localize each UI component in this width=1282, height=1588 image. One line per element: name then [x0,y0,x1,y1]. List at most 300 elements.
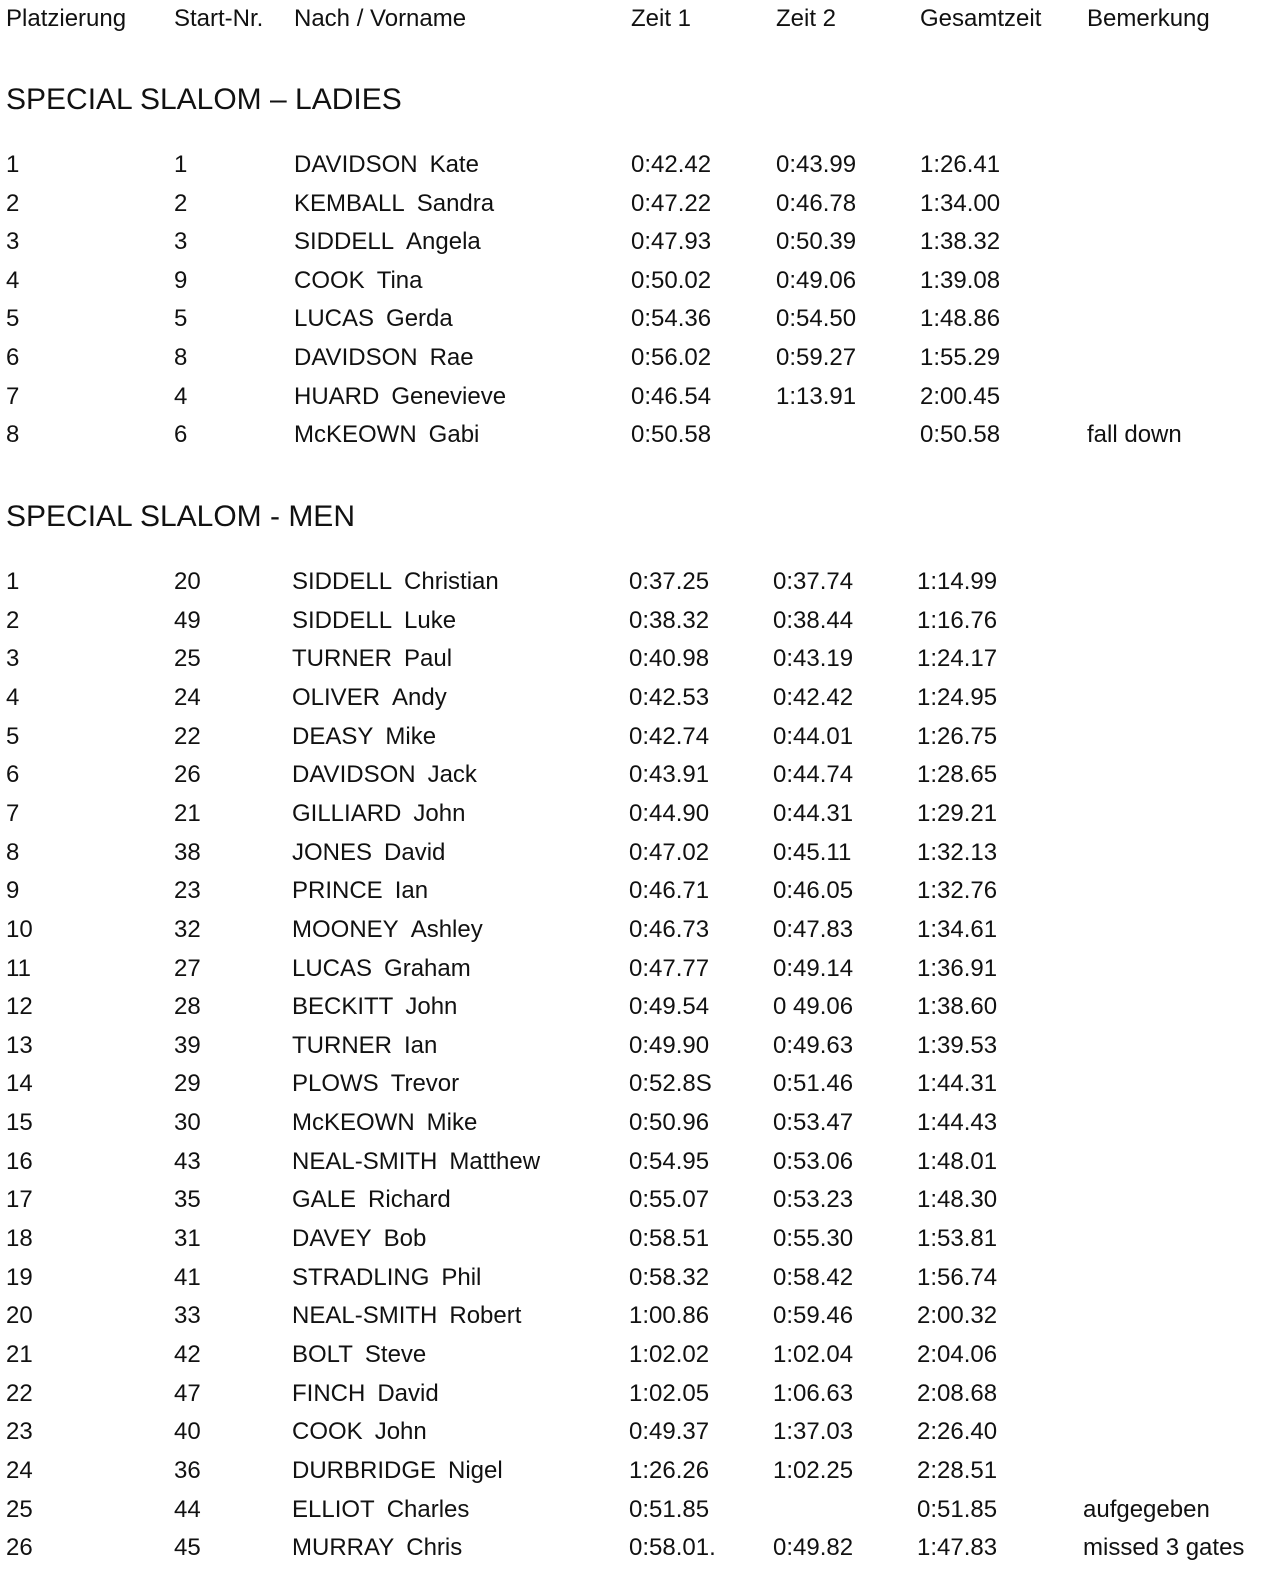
table-row [0,951,1282,987]
table-row [0,1066,1282,1102]
place-cell: 12 [6,993,33,1021]
total-time-cell: 1:34.61 [917,915,998,943]
total-time-cell: 1:55.29 [920,344,1001,371]
last-name: McKEOWN [292,1109,415,1137]
total-time-cell: 1:24.17 [917,645,998,673]
place-cell: 19 [6,1263,33,1291]
total-time-cell: 2:26.40 [917,1418,998,1446]
remark-cell: aufgegeben [1083,1495,1210,1523]
last-name: LUCAS [292,954,373,982]
table-row [0,224,1282,260]
start-number-cell: 36 [174,1456,201,1484]
time-1-cell: 0:58.32 [629,1263,710,1291]
name-cell [294,186,494,222]
time-2-cell: 0:59.27 [776,344,857,371]
table-row [0,1028,1282,1064]
total-time-cell: 1:44.43 [917,1109,998,1137]
name-cell [292,1144,540,1180]
first-name: John [374,1418,427,1446]
start-number-cell: 30 [174,1109,201,1137]
time-2-cell: 0:53.06 [773,1147,854,1175]
first-name: Steve [364,1341,427,1368]
first-name: Ian [404,1031,438,1059]
first-name: Gerda [386,305,453,333]
first-name: David [384,838,446,866]
place-cell: 22 [6,1379,33,1407]
first-name: Nigel [448,1456,503,1484]
table-row [0,564,1282,600]
time-1-cell: 0:50.58 [631,421,712,449]
name-cell [294,301,453,337]
name-cell [294,224,481,260]
column-header-row [0,1,1282,37]
total-time-cell: 1:56.74 [917,1263,998,1291]
start-number-cell: 38 [174,838,201,866]
time-1-cell: 0:42.53 [629,683,710,711]
name-cell [294,417,479,453]
time-2-cell: 1:06.63 [773,1379,854,1407]
total-time-cell: 1:44.31 [917,1070,998,1098]
time-2-cell: 0:45.11 [773,838,852,866]
total-time-cell: 0:51.85 [917,1495,998,1523]
table-row [0,603,1282,639]
total-time-cell: 1:48.01 [917,1147,998,1175]
time-1-cell: 1:00.86 [629,1302,710,1330]
total-time-cell: 1:32.76 [917,877,998,905]
place-cell: 6 [6,761,20,789]
start-number-cell: 6 [174,421,188,449]
time-2-cell: 0:49.82 [773,1534,854,1562]
first-name: Luke [404,606,457,634]
last-name: COOK [292,1418,363,1446]
table-row [0,1337,1282,1373]
start-number-cell: 41 [174,1263,201,1291]
place-cell: 7 [6,799,20,827]
name-cell [292,1028,437,1064]
time-1-cell: 0:37.25 [629,568,710,595]
time-1-cell: 0:55.07 [629,1186,710,1214]
first-name: Jack [427,761,477,789]
time-1-cell: 0:38.32 [629,606,710,634]
time-2-cell: 0:53.23 [773,1186,854,1214]
start-number-cell: 4 [174,382,188,410]
time-1-cell: 0:52.8S [629,1070,712,1098]
start-number-cell: 44 [174,1495,201,1523]
total-time-cell: 1:53.81 [917,1225,998,1253]
time-2-cell: 0:49.63 [773,1031,854,1059]
header-time-1: Zeit 1 [631,5,692,32]
start-number-cell: 3 [174,228,188,256]
time-1-cell: 1:26.26 [629,1456,710,1484]
first-name: John [405,993,458,1021]
time-2-cell: 1:13.91 [776,382,857,410]
total-time-cell: 1:38.32 [920,228,1001,256]
start-number-cell: 23 [174,877,201,905]
place-cell: 15 [6,1109,33,1137]
name-cell [292,1105,477,1141]
name-cell [292,1492,469,1528]
name-cell [294,379,506,415]
time-2-cell: 1:02.25 [773,1456,854,1484]
table-row [0,680,1282,716]
first-name: Richard [368,1186,451,1214]
name-cell [292,1530,462,1566]
table-row [0,1530,1282,1566]
time-1-cell: 0:58.01. [629,1534,716,1562]
last-name: DAVEY [292,1225,372,1253]
total-time-cell: 2:00.45 [920,382,1001,410]
header-start-number: Start-Nr. [174,5,264,32]
table-row [0,912,1282,948]
header-total-time: Gesamtzeit [920,5,1042,32]
section-title-ladies: SPECIAL SLALOM – LADIES [6,83,402,116]
start-number-cell: 45 [174,1534,201,1562]
start-number-cell: 5 [174,305,188,333]
last-name: JONES [292,838,373,866]
first-name: Angela [406,228,481,256]
time-1-cell: 0:49.54 [629,993,710,1021]
time-1-cell: 0:47.93 [631,228,712,256]
table-row [0,186,1282,222]
last-name: SIDDELL [292,568,393,595]
time-1-cell: 0:46.54 [631,382,712,410]
name-cell [292,1298,521,1334]
table-row [0,873,1282,909]
time-1-cell: 0:43.91 [629,761,710,789]
last-name: LUCAS [294,305,375,333]
header-place: Platzierung [6,5,127,32]
place-cell: 6 [6,344,20,371]
first-name: Phil [441,1263,482,1291]
last-name: MOONEY [292,915,399,943]
start-number-cell: 47 [174,1379,201,1407]
start-number-cell: 2 [174,189,188,217]
last-name: TURNER [292,645,392,673]
first-name: Bob [383,1225,427,1253]
place-cell: 23 [6,1418,33,1446]
time-1-cell: 1:02.02 [629,1341,710,1368]
table-row [0,340,1282,376]
place-cell: 18 [6,1225,33,1253]
place-cell: 4 [6,683,20,711]
time-2-cell: 0:38.44 [773,606,854,634]
time-2-cell: 0:43.19 [773,645,854,673]
total-time-cell: 1:39.08 [920,266,1001,294]
time-2-cell: 0:54.50 [776,305,857,333]
first-name: Robert [449,1302,522,1330]
time-2-cell: 0:50.39 [776,228,857,256]
table-row [0,1105,1282,1141]
place-cell: 5 [6,722,20,750]
name-cell [292,1337,426,1373]
total-time-cell: 1:26.41 [920,151,1001,178]
table-row [0,263,1282,299]
place-cell: 26 [6,1534,33,1562]
section-title-men: SPECIAL SLALOM - MEN [6,500,355,533]
first-name: Matthew [449,1147,541,1175]
first-name: Gabi [428,421,480,449]
place-cell: 3 [6,228,20,256]
total-time-cell: 1:16.76 [917,606,998,634]
time-2-cell: 1:02.04 [773,1341,854,1368]
name-cell [294,263,422,299]
table-row [0,1414,1282,1450]
place-cell: 2 [6,189,20,217]
place-cell: 24 [6,1456,33,1484]
time-2-cell: 0:44.01 [773,722,854,750]
start-number-cell: 42 [174,1341,201,1368]
first-name: Chris [406,1534,463,1562]
last-name: NEAL-SMITH [292,1302,438,1330]
place-cell: 16 [6,1147,33,1175]
total-time-cell: 1:32.13 [917,838,998,866]
time-1-cell: 0:42.42 [631,151,712,178]
table-row [0,796,1282,832]
start-number-cell: 25 [174,645,201,673]
last-name: DAVIDSON [294,344,418,371]
place-cell: 25 [6,1495,33,1523]
table-row [0,1144,1282,1180]
table-row [0,379,1282,415]
name-cell [292,873,428,909]
total-time-cell: 2:00.32 [917,1302,998,1330]
start-number-cell: 20 [174,568,201,595]
last-name: MURRAY [292,1534,395,1562]
table-row [0,1221,1282,1257]
time-1-cell: 0:54.36 [631,305,712,333]
place-cell: 8 [6,838,20,866]
last-name: HUARD [294,382,380,410]
header-remark: Bemerkung [1087,5,1210,32]
start-number-cell: 49 [174,606,201,634]
time-2-cell: 0:37.74 [773,568,854,595]
total-time-cell: 1:39.53 [917,1031,998,1059]
time-1-cell: 0:58.51 [629,1225,710,1253]
total-time-cell: 1:48.30 [917,1186,998,1214]
last-name: SIDDELL [292,606,393,634]
first-name: Kate [429,151,479,178]
start-number-cell: 29 [174,1070,201,1098]
name-cell [294,340,474,376]
header-name: Nach / Vorname [294,5,467,32]
first-name: Genevieve [391,382,507,410]
time-2-cell: 0:49.14 [773,954,854,982]
time-1-cell: 0:49.37 [629,1418,710,1446]
place-cell: 8 [6,421,20,449]
time-2-cell: 0:51.46 [773,1070,854,1098]
last-name: BOLT [292,1341,353,1368]
table-row [0,719,1282,755]
last-name: COOK [294,266,365,294]
total-time-cell: 1:47.83 [917,1534,998,1562]
table-row [0,301,1282,337]
time-2-cell: 0:55.30 [773,1225,854,1253]
last-name: PRINCE [292,877,383,905]
time-1-cell: 0:46.73 [629,915,710,943]
name-cell [292,1066,459,1102]
table-row [0,417,1282,453]
time-1-cell: 0:50.96 [629,1109,710,1137]
place-cell: 3 [6,645,20,673]
name-cell [292,1414,427,1450]
table-row [0,1492,1282,1528]
place-cell: 5 [6,305,20,333]
last-name: OLIVER [292,683,381,711]
start-number-cell: 27 [174,954,201,982]
name-cell [292,835,445,871]
table-row [0,1298,1282,1334]
table-row [0,1260,1282,1296]
time-2-cell: 0:47.83 [773,915,854,943]
start-number-cell: 31 [174,1225,201,1253]
last-name: DAVIDSON [292,761,416,789]
first-name: Ashley [410,915,483,943]
place-cell: 11 [6,954,31,982]
total-time-cell: 2:08.68 [917,1379,998,1407]
total-time-cell: 0:50.58 [920,421,1001,449]
name-cell [292,757,477,793]
last-name: DEASY [292,722,374,750]
place-cell: 7 [6,382,20,410]
start-number-cell: 1 [174,151,188,178]
last-name: DAVIDSON [294,151,418,178]
start-number-cell: 9 [174,266,188,294]
place-cell: 17 [6,1186,33,1214]
name-cell [294,147,479,183]
total-time-cell: 2:04.06 [917,1341,998,1368]
start-number-cell: 39 [174,1031,201,1059]
time-1-cell: 0:42.74 [629,722,710,750]
place-cell: 2 [6,606,20,634]
time-2-cell: 0:58.42 [773,1263,854,1291]
time-1-cell: 0:47.02 [629,838,710,866]
time-2-cell: 0 49.06 [773,993,854,1021]
place-cell: 4 [6,266,20,294]
total-time-cell: 1:14.99 [917,568,998,595]
time-1-cell: 0:46.71 [629,877,710,905]
first-name: Christian [404,568,499,595]
last-name: McKEOWN [294,421,417,449]
time-1-cell: 0:56.02 [631,344,712,371]
first-name: Tina [376,266,423,294]
time-2-cell: 0:42.42 [773,683,854,711]
time-1-cell: 0:49.90 [629,1031,710,1059]
total-time-cell: 1:36.91 [917,954,998,982]
start-number-cell: 8 [174,344,188,371]
last-name: NEAL-SMITH [292,1147,438,1175]
total-time-cell: 2:28.51 [917,1456,998,1484]
start-number-cell: 21 [174,799,201,827]
start-number-cell: 32 [174,915,201,943]
table-row [0,147,1282,183]
first-name: John [413,799,466,827]
place-cell: 1 [6,151,20,178]
place-cell: 13 [6,1031,33,1059]
place-cell: 9 [6,877,20,905]
table-row [0,1182,1282,1218]
place-cell: 21 [6,1341,33,1368]
time-2-cell: 0:59.46 [773,1302,854,1330]
total-time-cell: 1:26.75 [917,722,998,750]
table-row [0,1453,1282,1489]
total-time-cell: 1:24.95 [917,683,998,711]
total-time-cell: 1:34.00 [920,189,1001,217]
time-2-cell: 0:44.31 [773,799,854,827]
start-number-cell: 24 [174,683,201,711]
last-name: GILLIARD [292,799,402,827]
last-name: FINCH [292,1379,366,1407]
name-cell [292,1376,439,1412]
place-cell: 10 [6,915,33,943]
total-time-cell: 1:48.86 [920,305,1001,333]
first-name: Mike [426,1109,478,1137]
start-number-cell: 35 [174,1186,201,1214]
time-2-cell: 0:43.99 [776,151,857,178]
time-2-cell: 0:46.78 [776,189,857,217]
time-2-cell: 0:49.06 [776,266,857,294]
first-name: Ian [394,877,429,905]
start-number-cell: 43 [174,1147,201,1175]
last-name: TURNER [292,1031,392,1059]
first-name: Charles [386,1495,470,1523]
total-time-cell: 1:38.60 [917,993,998,1021]
table-row [0,835,1282,871]
place-cell: 1 [6,568,20,595]
first-name: Mike [385,722,437,750]
name-cell [292,1260,481,1296]
table-row [0,989,1282,1025]
name-cell [292,1182,451,1218]
time-2-cell: 1:37.03 [773,1418,854,1446]
time-2-cell: 0:53.47 [773,1109,854,1137]
last-name: PLOWS [292,1070,379,1098]
first-name: Sandra [416,189,495,217]
last-name: KEMBALL [294,189,405,217]
name-cell [292,1453,503,1489]
start-number-cell: 40 [174,1418,201,1446]
name-cell [292,603,456,639]
name-cell [292,951,471,987]
last-name: SIDDELL [294,228,395,256]
first-name: Andy [392,683,447,711]
time-1-cell: 0:54.95 [629,1147,710,1175]
table-row [0,1376,1282,1412]
first-name: Rae [429,344,474,371]
remark-cell: fall down [1087,421,1182,449]
time-1-cell: 0:51.85 [629,1495,710,1523]
name-cell [292,641,452,677]
total-time-cell: 1:29.21 [917,799,998,827]
name-cell [292,1221,426,1257]
table-row [0,757,1282,793]
name-cell [292,912,483,948]
time-1-cell: 0:40.98 [629,645,710,673]
name-cell [292,796,465,832]
time-1-cell: 0:50.02 [631,266,712,294]
start-number-cell: 26 [174,761,201,789]
name-cell [292,719,436,755]
remark-cell: missed 3 gates [1083,1534,1245,1562]
first-name: Trevor [390,1070,460,1098]
time-2-cell: 0:44.74 [773,761,854,789]
total-time-cell: 1:28.65 [917,761,998,789]
last-name: DURBRIDGE [292,1456,437,1484]
start-number-cell: 22 [174,722,201,750]
time-1-cell: 0:47.22 [631,189,712,217]
time-1-cell: 0:47.77 [629,954,710,982]
name-cell [292,564,499,600]
start-number-cell: 33 [174,1302,201,1330]
